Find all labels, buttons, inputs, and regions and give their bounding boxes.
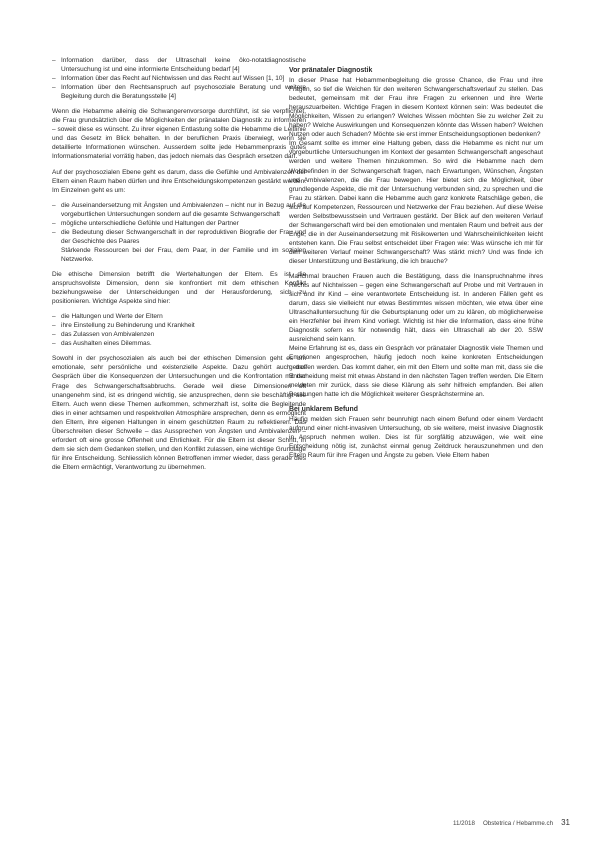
list-item: – das Zulassen von Ambivalenzen (52, 330, 306, 339)
paragraph: Die ethische Dimension betrifft die Wertehaltungen der Eltern. Es ist die anspruchsvollste Dimension, denn sie konfrontiert mit dem ethischen Konflikt beziehungsweise der Unterscheidungen und der Herausforderung, sich zu positionieren. Wichtige Aspekte sind hier: (52, 270, 306, 306)
list-item: – Information darüber, dass der Ultraschall keine öko-notatdiagnostische Untersuchung ist und eine informierte Entscheidung bedarf [4] (52, 56, 306, 74)
left-column (52, 56, 306, 478)
list-item: – Information über das Recht auf Nichtwissen und das Recht auf Wissen [1, 10] (52, 74, 306, 83)
list-item: – die Haltungen und Werte der Eltern (52, 312, 306, 321)
psychosocial-list (52, 201, 306, 246)
paragraph: Manchmal brauchen Frauen auch die Bestätigung, dass die Inanspruchnahme ihres Rechts auf Nichtwissen – gegen eine Schwangerschaft auf Probe und mit Vertrauen in sich und ihr Kind – eine verantwortete Entscheidung ist. In anderen Fällen geht es darum, dass sie vielleicht nur etwas Bestimmtes wissen möchten, wie etwa über eine Ultraschalluntersuchung für die Geburtsplanung oder um zu klären, ob möglicherweise ein Herzfehler bei ihrem Kind vorliegt. Wichtig ist hier die Information, dass eine frühe Diagnostik sofern es für notwendig hält, dass ein Ultraschall ab der 20. SSW ausreichend sein kann. (289, 273, 543, 344)
paragraph: Häufig melden sich Frauen sehr beunruhigt nach einem Befund oder einem Verdacht aufgrund einer nicht-invasiven Untersuchung, ob sie weitere, meist invasive Diagnostik in Anspruch nehmen wollen. Dies ist für sorgfältig abzuwägen, wie weit eine Entscheidung nötig ist, zunächst einmal genug Zeitdruck herauszunehmen und den Eltern Raum für ihre Fragen und Ängste zu geben. Viele Eltern haben (289, 415, 543, 459)
info-list (52, 56, 306, 101)
paragraph: Wenn die Hebamme alleinig die Schwangerenvorsorge durchführt, ist sie verpflichtet, die Frau grundsätzlich über die Möglichkeiten der pränatalen Diagnostik zu informieren – soweit diese es wünscht. Zu ihrer eigenen Entlastung sollte die Hebamme die Leitlinie und das Gesetz im Blick behalten. In der beruflichen Praxis überwiegt, wenn sie detaillierte Informationen wünschen. Ausserdem sollte jede Hebammenpraxis gutes Informationsmaterial vorrätig haben, das jedoch niemals das Gespräch ersetzen darf. (52, 108, 306, 161)
section-heading: Vor pränataler Diagnostik (289, 67, 373, 74)
ethics-list (52, 312, 306, 348)
list-item: – das Aushalten eines Dilemmas. (52, 339, 306, 348)
list-item: – mögliche unterschiedliche Gefühle und Haltungen der Partner (52, 219, 306, 228)
paragraph: Meine Erfahrung ist es, dass ein Gespräch vor pränataler Diagnostik viele Themen und Emotionen angesprochen, häufig jedoch noch keine konkreten Entscheidungen getroffen werden. Das kommt daher, ein mit den Eltern und sollte man mit, dass sie die Entscheidung meist mit etwas Abstand in den nächsten Tagen treffen werden. Die Eltern meldeten mir zurück, dass sie diese Klärung als sehr hilfreich empfanden. Bei allen Beratungen hatte ich die Möglichkeit weiterer Gesprächstermine an. (289, 345, 543, 398)
page-number: 31 (561, 818, 570, 827)
paragraph: Auf der psychosozialen Ebene geht es darum, dass die Gefühle und Ambivalenzen der Eltern einen Raum haben dürfen und ihre Entscheidungskompetenzen gestärkt werden. Im Einzelnen geht es um: (52, 168, 306, 194)
paragraph: Sowohl in der psychosozialen als auch bei der ethischen Dimension geht es um emotionale, sehr persönliche und existenzielle Aspekte. Dazu gehört auch das Gespräch über die Konsequenzen der Untersuchungen und die Konfrontation mit der Frage des Schwangerschaftsabbruchs. Gerade weil diese Dimensionen oft unangenehm sind, ist es dringend wichtig, sie anzusprechen, denn sie beschäftigt alle Eltern. Auch wenn diese Themen aufkommen, schmerzhaft ist, sollte die Begleitende dies in einer achtsamen und respektvollen Atmosphäre ansprechen, denn es ermöglicht den Eltern, ihre eigenen Haltungen in einem geschützten Raum zu reflektieren. Das Überschreiten dieser Schwelle – das Aussprechen von Ängsten und Ambivalenzen – erfordert oft eine grosse Offenheit und Ehrlichkeit. Für die Eltern ist dieser Schritt, in dem sie sich dem Gedanken stellen, und den Konflikt zulassen, eine wichtige Grundlage für ihre Entscheidung. Schliesslich können Betroffenen immer wieder, dass gerade dies die Eltern ermächtigt, Verantwortung zu übernehmen. (52, 355, 307, 471)
page-footer (360, 818, 570, 827)
paragraph: In dieser Phase hat Hebammenbegleitung die grosse Chance, die Frau und ihre Fragen, so tief die Weichen für den weiteren Schwangerschaftsverlauf zu stellen. Das bedeutet, gemeinsam mit der Frau ihre Fragen zu erkennen und ihre Werte herauszuarbeiten. Wichtige Fragen in diesem Kontext können sein: Was bedeutet die Möglichkeiten, Wissen zu erlangen? Welches Wissen möchten Sie zu welcher Zeit zu haben? Welche Auswirkungen und Konsequenzen könnte das Wissen haben? Welchen Nutzen oder auch Schaden? Möchte sie erst immer Entscheidungsoptionen bedenken? (289, 77, 543, 139)
section-heading: Bei unklarem Befund (289, 405, 358, 413)
list-item: – Information über den Rechtsanspruch auf psychosoziale Beratung und weitere Begleitung durch die Beratungsstelle [4] (52, 83, 306, 101)
paragraph: Im Gesamt sollte es immer eine Haltung geben, dass die Hebamme es nicht nur um vorgeburtliche Untersuchungen im Kontext der gesamten Schwangerschaft angeschaut werden und weitere Themen hinzukommen. So wird die Hebamme nach dem Wohlbefinden in der Schwangerschaft fragen, nach Erwartungen, Wünschen, Ängsten und Ambivalenzen, die die Frau bewegen. Hier bietet sich die Möglichkeit, über grundlegende Aspekte, die mit der Untersuchung verbunden sind, zu sprechen und die Frau zu stärken. Dabei kann die Hebamme auch ganz konkrete Ratschläge geben, die sich auf Kompetenzen, Ressourcen und Netzwerke der Frau beziehen. Auf diese Weise werden Selbstbewusstsein und Vertrauen gestärkt. Der Blick auf den weiteren Verlauf der Schwangerschaft wird bei den emotionalen und mentalen Raum und befreit aus der Enge, die in der Auseinandersetzung mit Risikowerten und Wahrscheinlichkeiten leicht entstehen kann. Die Frau selbst entscheidet über Fragen wie: Was wünsche ich mir für den weiteren Verlauf meiner Schwangerschaft? Was stärkt mich? Und was finde ich dieser Unterstützung und Bestärkung, die ich brauche? (289, 140, 543, 265)
issue-date: 11/2018 (453, 820, 475, 827)
list-item: – ihre Einstellung zu Behinderung und Krankheit (52, 321, 306, 330)
right-column (289, 66, 543, 466)
list-item: – die Auseinandersetzung mit Ängsten und Ambivalenzen – nicht nur in Bezug auf die vorgeburtlichen Untersuchungen sondern auf die gesamte Schwangerschaft (52, 201, 306, 219)
list-continuation: Stärkende Ressourcen bei der Frau, dem Paar, in der Familie und im sozialen Netzwerke. (61, 246, 306, 263)
list-item: – die Bedeutung dieser Schwangerschaft in der reproduktiven Biografie der Frau und der Geschichte des Paares (52, 228, 306, 246)
journal-name: Obstetrica / Hebamme.ch (482, 820, 554, 827)
